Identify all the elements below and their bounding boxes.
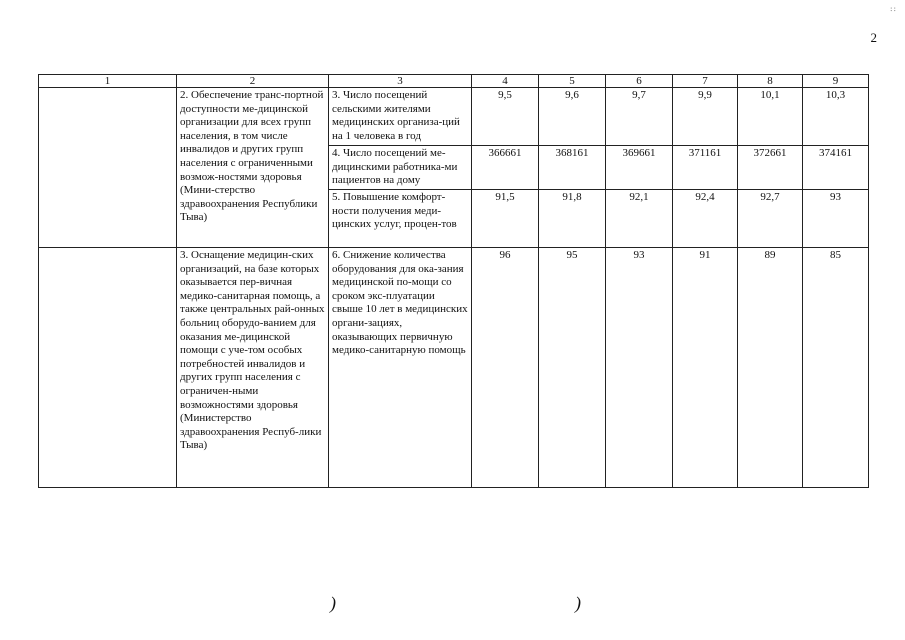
value-cell: 92,1 xyxy=(606,190,673,248)
indicator-cell: 4. Число посещений ме-дицинскими работника-ми пациентов на дому xyxy=(329,146,472,190)
value-cell: 91,5 xyxy=(472,190,539,248)
paren-mark-left: ) xyxy=(330,593,336,613)
header-cell: 5 xyxy=(539,75,606,88)
corner-mark: ꞉꞉ xyxy=(889,4,897,14)
value-cell: 9,6 xyxy=(539,88,606,146)
table-row xyxy=(39,248,869,488)
value-cell: 372661 xyxy=(738,146,803,190)
indicator-cell: 6. Снижение количества оборудования для ока-зания медицинской по-мощи со сроком экс-плуатации свыше 10 лет в медицинских органи-зациях, оказывающих первичную медико-санитарную помощь xyxy=(329,248,472,488)
value-cell: 10,1 xyxy=(738,88,803,146)
value-cell: 9,7 xyxy=(606,88,673,146)
header-cell: 3 xyxy=(329,75,472,88)
empty-cell xyxy=(39,248,177,488)
value-cell: 93 xyxy=(803,190,869,248)
header-cell: 1 xyxy=(39,75,177,88)
empty-cell xyxy=(39,88,177,248)
value-cell: 85 xyxy=(803,248,869,488)
header-cell: 7 xyxy=(673,75,738,88)
value-cell: 91 xyxy=(673,248,738,488)
value-cell: 366661 xyxy=(472,146,539,190)
value-cell: 9,5 xyxy=(472,88,539,146)
indicator-cell: 3. Число посещений сельскими жителями медицинских организа-ций на 1 человека в год xyxy=(329,88,472,146)
value-cell: 89 xyxy=(738,248,803,488)
indicator-cell: 5. Повышение комфорт-ности получения меди-цинских услуг, процен-тов xyxy=(329,190,472,248)
value-cell: 92,4 xyxy=(673,190,738,248)
value-cell: 371161 xyxy=(673,146,738,190)
value-cell: 10,3 xyxy=(803,88,869,146)
value-cell: 9,9 xyxy=(673,88,738,146)
value-cell: 93 xyxy=(606,248,673,488)
value-cell: 91,8 xyxy=(539,190,606,248)
header-cell: 9 xyxy=(803,75,869,88)
table-header-row xyxy=(39,75,869,88)
value-cell: 96 xyxy=(472,248,539,488)
value-cell: 368161 xyxy=(539,146,606,190)
value-cell: 95 xyxy=(539,248,606,488)
page-number: 2 xyxy=(870,30,877,45)
header-cell: 8 xyxy=(738,75,803,88)
paren-mark-right: ) xyxy=(575,593,581,613)
data-table xyxy=(38,74,869,488)
table-row xyxy=(39,88,869,146)
value-cell: 374161 xyxy=(803,146,869,190)
task-cell: 2. Обеспечение транс-портной доступности ме-дицинской организации для всех групп населения, в том числе инвалидов и других групп населения с ограниченными возмож-ностями здоровья (Мини-стерство здравоохранения Республики Тыва) xyxy=(177,88,329,248)
header-cell: 6 xyxy=(606,75,673,88)
value-cell: 369661 xyxy=(606,146,673,190)
task-cell: 3. Оснащение медицин-ских организаций, на базе которых оказывается пер-вичная медико-санитарная помощь, а также центральных рай-онных больниц оборудо-ванием для оказания ме-дицинской помощи с уче-том особых потребностей инвалидов и других групп населения с ограничен-ными возможностями здоровья (Министерство здравоохранения Респуб-лики Тыва) xyxy=(177,248,329,488)
header-cell: 2 xyxy=(177,75,329,88)
header-cell: 4 xyxy=(472,75,539,88)
value-cell: 92,7 xyxy=(738,190,803,248)
